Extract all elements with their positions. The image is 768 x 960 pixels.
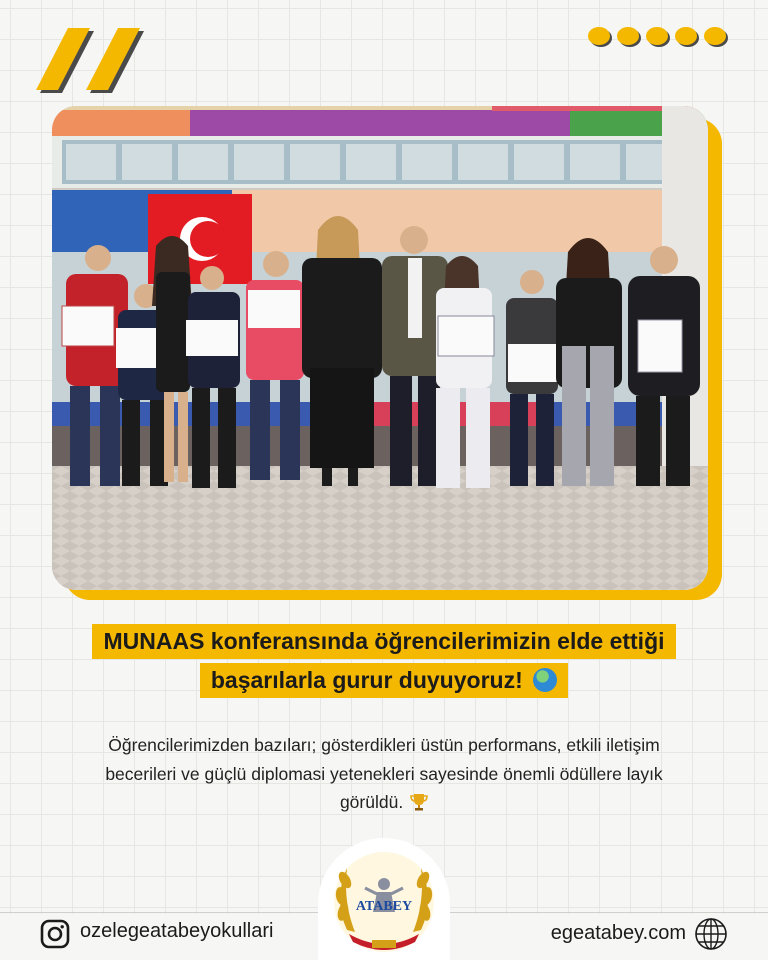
decoration-dot: [588, 27, 610, 45]
trophy-emoji-icon: [410, 793, 428, 811]
photo-frame: [52, 106, 722, 600]
school-logo: [327, 850, 441, 956]
body-line-2: becerileri ve güçlü diplomasi yetenekleri sayesinde önemli ödüllere layık: [105, 763, 663, 784]
headline-line-1: MUNAAS konferansında öğrencilerimizin elde ettiği: [92, 624, 675, 659]
instagram-handle-link[interactable]: ozelegeatabeyokullari: [80, 920, 274, 942]
headline-line-2-text: başarılarla gurur duyuyoruz!: [210, 667, 523, 693]
globe-emoji-icon: [533, 668, 557, 692]
website-link[interactable]: egeatabey.com: [550, 922, 686, 944]
headline-line-2: [200, 663, 568, 698]
headline: [0, 624, 768, 698]
body-line-3: görüldü.: [339, 792, 404, 812]
decoration-dot: [675, 27, 697, 45]
decoration-dots: [588, 27, 726, 45]
instagram-icon[interactable]: [40, 919, 70, 949]
body-text: [40, 731, 728, 817]
body-line-1: Öğrencilerimizden bazıları; gösterdikleri üstün performans, etkili iletişim: [108, 735, 660, 755]
decoration-dot: [617, 27, 639, 45]
quote-mark-icon: [32, 28, 144, 94]
logo-name: ATABEY: [355, 899, 413, 914]
decoration-dot: [704, 27, 726, 45]
decoration-dot: [646, 27, 668, 45]
group-photo-image: [52, 106, 708, 590]
globe-www-icon[interactable]: [694, 917, 728, 951]
